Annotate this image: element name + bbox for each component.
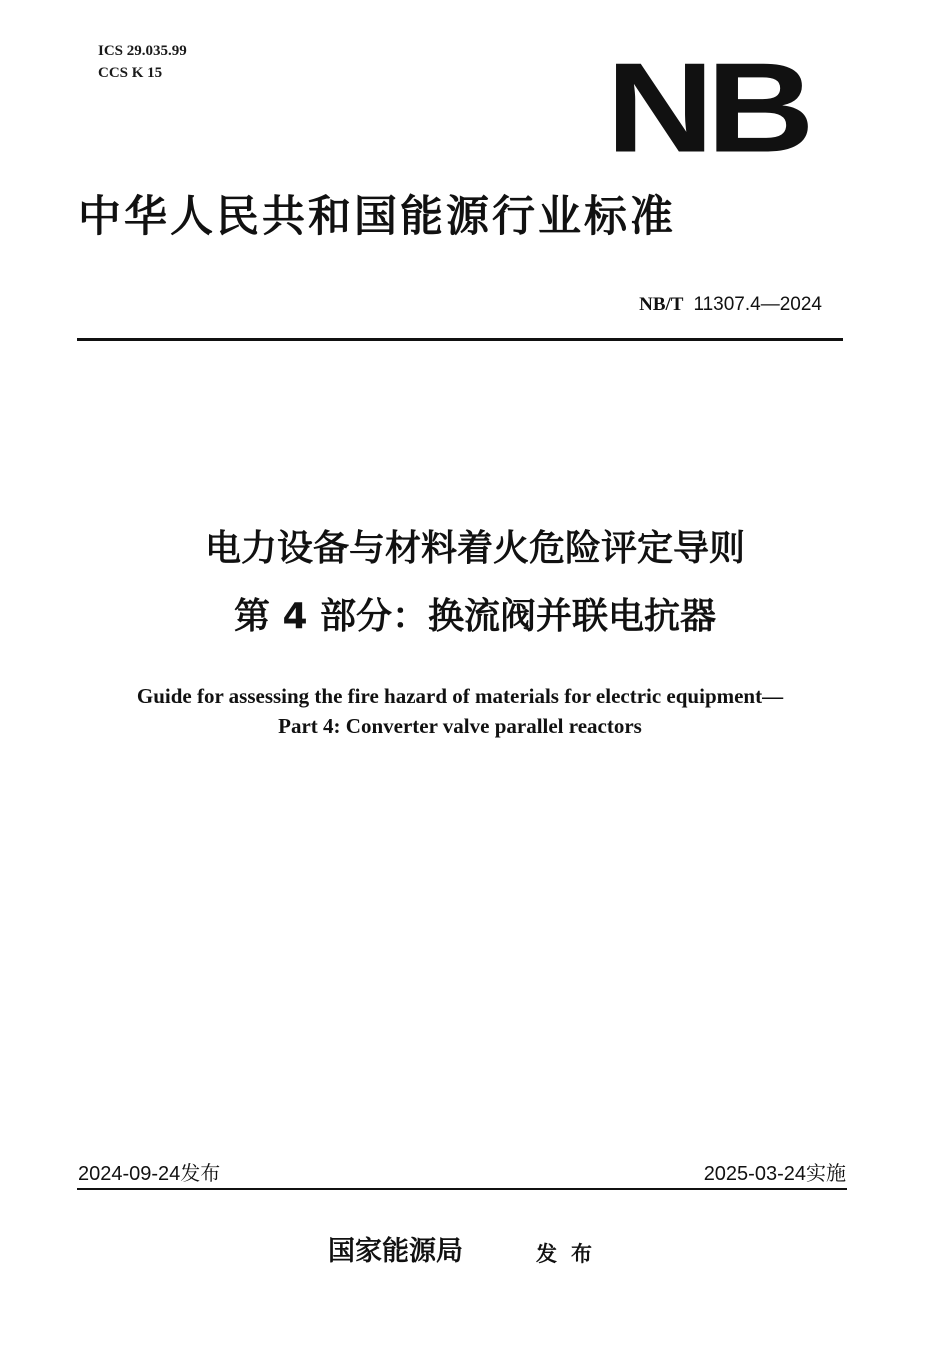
standard-code-prefix: NB/T [639, 294, 684, 315]
nb-logo: NB [606, 35, 807, 179]
english-title-line-2: Part 4: Converter valve parallel reactors [278, 714, 642, 738]
footer-divider [77, 1188, 847, 1190]
english-title-line-1: Guide for assessing the fire hazard of materials for electric equipment— [136, 684, 784, 708]
ics-code: ICS 29.035.99 [98, 43, 187, 59]
standard-code-number: 11307.4—2024 [693, 294, 822, 315]
chinese-title-line-2: 第 4 部分：换流阀并联电抗器 [233, 596, 717, 637]
standard-code [639, 292, 822, 318]
ccs-code: CCS K 15 [98, 65, 163, 81]
publisher-name: 国家能源局 [328, 1236, 463, 1267]
effective-date: 2025-03-24实施 [703, 1163, 846, 1185]
chinese-title-line-1: 电力设备与材料着火危险评定导则 [204, 528, 745, 569]
issue-date: 2024-09-24发布 [78, 1163, 221, 1185]
publish-label: 发布 [536, 1241, 606, 1266]
header-divider [77, 338, 843, 341]
standard-category-title: 中华人民共和国能源行业标准 [78, 192, 676, 242]
classification-codes [98, 40, 187, 84]
